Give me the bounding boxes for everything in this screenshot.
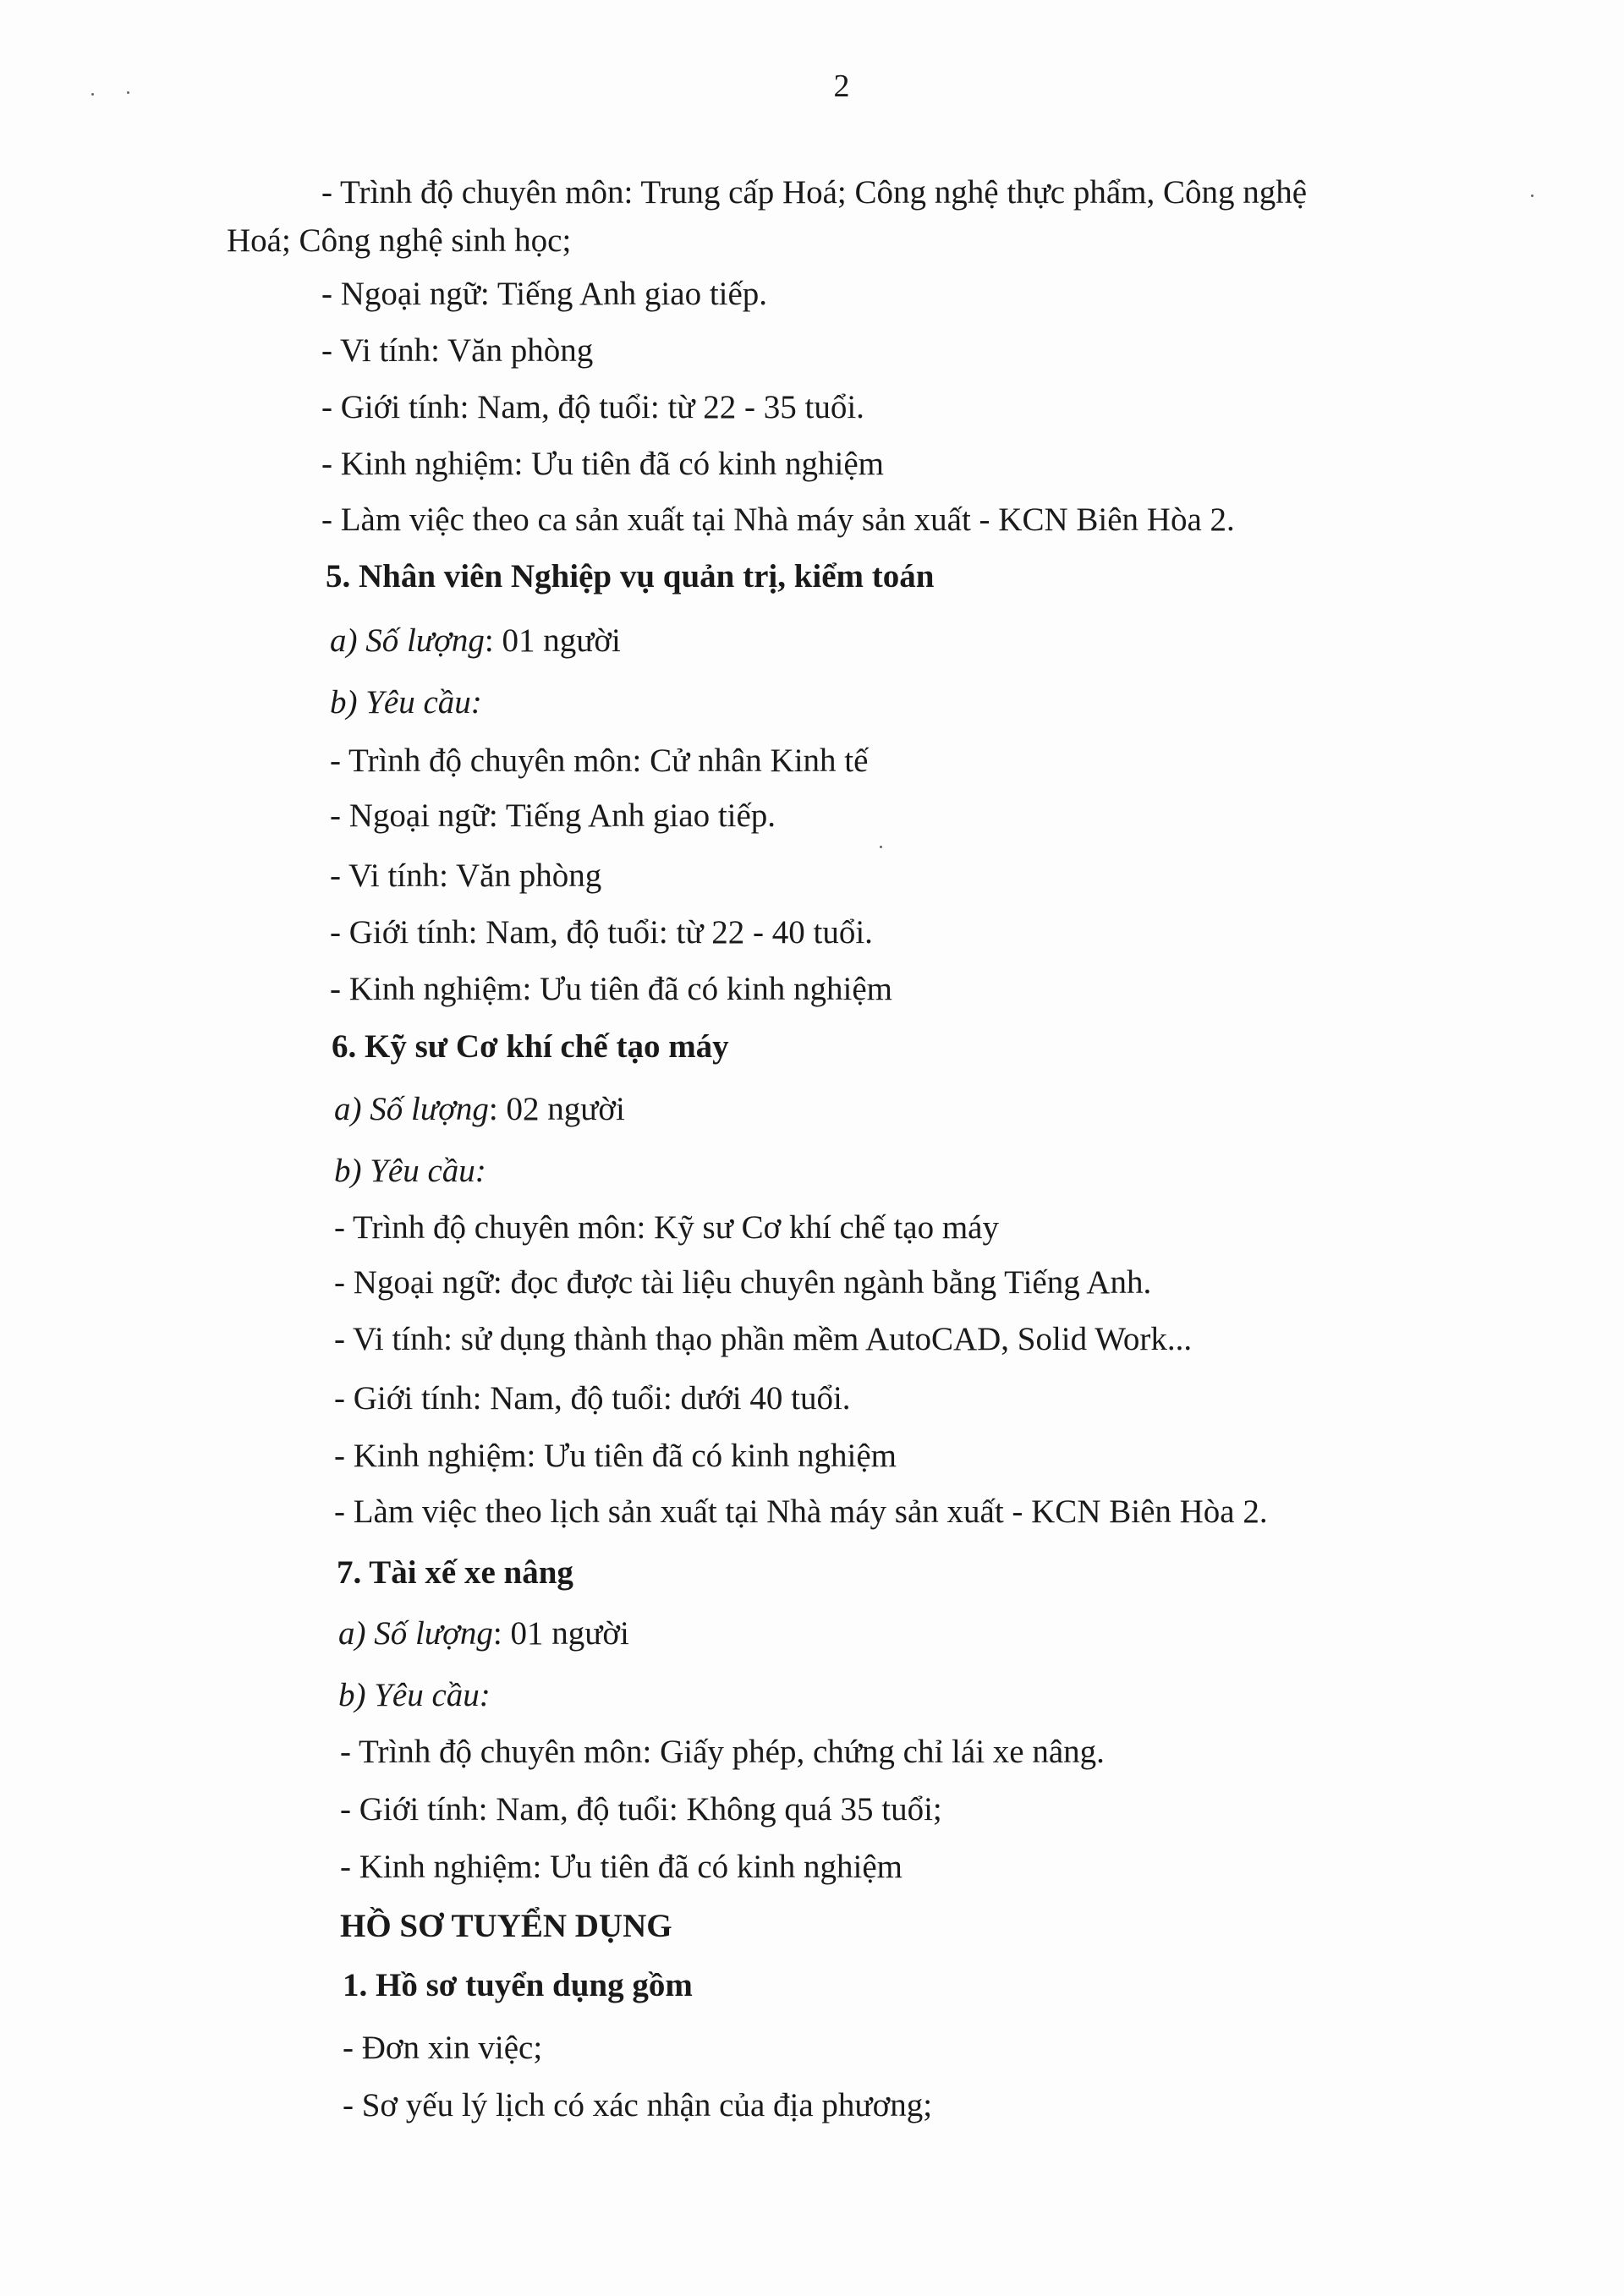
line-gender-age: - Giới tính: Nam, độ tuổi: từ 22 - 35 tuổi. (321, 389, 864, 425)
line-experience: - Kinh nghiệm: Ưu tiên đã có kinh nghiệm (334, 1438, 897, 1474)
section-heading-dossier: HỒ SƠ TUYỂN DỤNG (340, 1908, 672, 1944)
line-qualification: - Trình độ chuyên môn: Trung cấp Hoá; Công nghệ thực phẩm, Công nghệ (321, 174, 1308, 211)
line-qualification: - Trình độ chuyên môn: Cử nhân Kinh tế (330, 743, 869, 779)
scan-speck (880, 846, 882, 848)
line-quantity (338, 1617, 629, 1650)
line-qualification: - Trình độ chuyên môn: Kỹ sư Cơ khí chế tạo máy (334, 1209, 999, 1246)
scan-speck (127, 91, 129, 94)
line-gender-age: - Giới tính: Nam, độ tuổi: Không quá 35 tuổi; (340, 1791, 942, 1827)
section-heading-7: 7. Tài xế xe nâng (337, 1554, 573, 1591)
line-computer: - Vi tính: Văn phòng (330, 858, 602, 894)
line-requirements-label: b) Yêu cầu: (334, 1153, 486, 1189)
section-heading-6: 6. Kỹ sư Cơ khí chế tạo máy (332, 1028, 729, 1065)
line-workplace: - Làm việc theo ca sản xuất tại Nhà máy sản xuất - KCN Biên Hòa 2. (321, 501, 1235, 538)
line-requirements-label: b) Yêu cầu: (338, 1677, 491, 1713)
line-workplace: - Làm việc theo lịch sản xuất tại Nhà máy sản xuất - KCN Biên Hòa 2. (334, 1493, 1268, 1530)
subsection-heading-dossier-contents: 1. Hồ sơ tuyển dụng gồm (343, 1967, 693, 2003)
scan-speck (1531, 195, 1533, 197)
line-requirements-label: b) Yêu cầu: (330, 684, 482, 721)
line-experience: - Kinh nghiệm: Ưu tiên đã có kinh nghiệm (330, 971, 892, 1007)
page-number: 2 (833, 68, 850, 104)
line-language: - Ngoại ngữ: Tiếng Anh giao tiếp. (330, 797, 776, 834)
line-computer: - Vi tính: Văn phòng (321, 332, 594, 369)
line-experience: - Kinh nghiệm: Ưu tiên đã có kinh nghiệm (340, 1849, 903, 1885)
line-language: - Ngoại ngữ: Tiếng Anh giao tiếp. (321, 276, 768, 312)
line-gender-age: - Giới tính: Nam, độ tuổi: dưới 40 tuổi. (334, 1380, 851, 1417)
line-experience: - Kinh nghiệm: Ưu tiên đã có kinh nghiệm (321, 446, 884, 482)
section-heading-5: 5. Nhân viên Nghiệp vụ quản trị, kiểm toán (326, 558, 935, 595)
line-language: - Ngoại ngữ: đọc được tài liệu chuyên ngành bằng Tiếng Anh. (334, 1264, 1152, 1301)
quantity-label: a) Số lượng (334, 1091, 489, 1127)
line-qualification: - Trình độ chuyên môn: Giấy phép, chứng chỉ lái xe nâng. (340, 1734, 1105, 1770)
quantity-label: a) Số lượng (338, 1615, 493, 1652)
line-quantity (334, 1093, 625, 1126)
line-quantity (330, 624, 621, 657)
scan-speck (91, 93, 94, 96)
line-qualification-cont: Hoá; Công nghệ sinh học; (227, 222, 572, 259)
quantity-value: : 01 người (492, 1615, 629, 1652)
line-gender-age: - Giới tính: Nam, độ tuổi: từ 22 - 40 tuổi. (330, 914, 873, 951)
line-computer: - Vi tính: sử dụng thành thạo phần mềm AutoCAD, Solid Work... (334, 1321, 1193, 1357)
line-application-letter: - Đơn xin việc; (343, 2030, 543, 2066)
quantity-value: : 01 người (484, 622, 621, 659)
quantity-label: a) Số lượng (330, 622, 485, 659)
line-curriculum-vitae: - Sơ yếu lý lịch có xác nhận của địa phương; (343, 2087, 933, 2123)
quantity-value: : 02 người (488, 1091, 625, 1127)
